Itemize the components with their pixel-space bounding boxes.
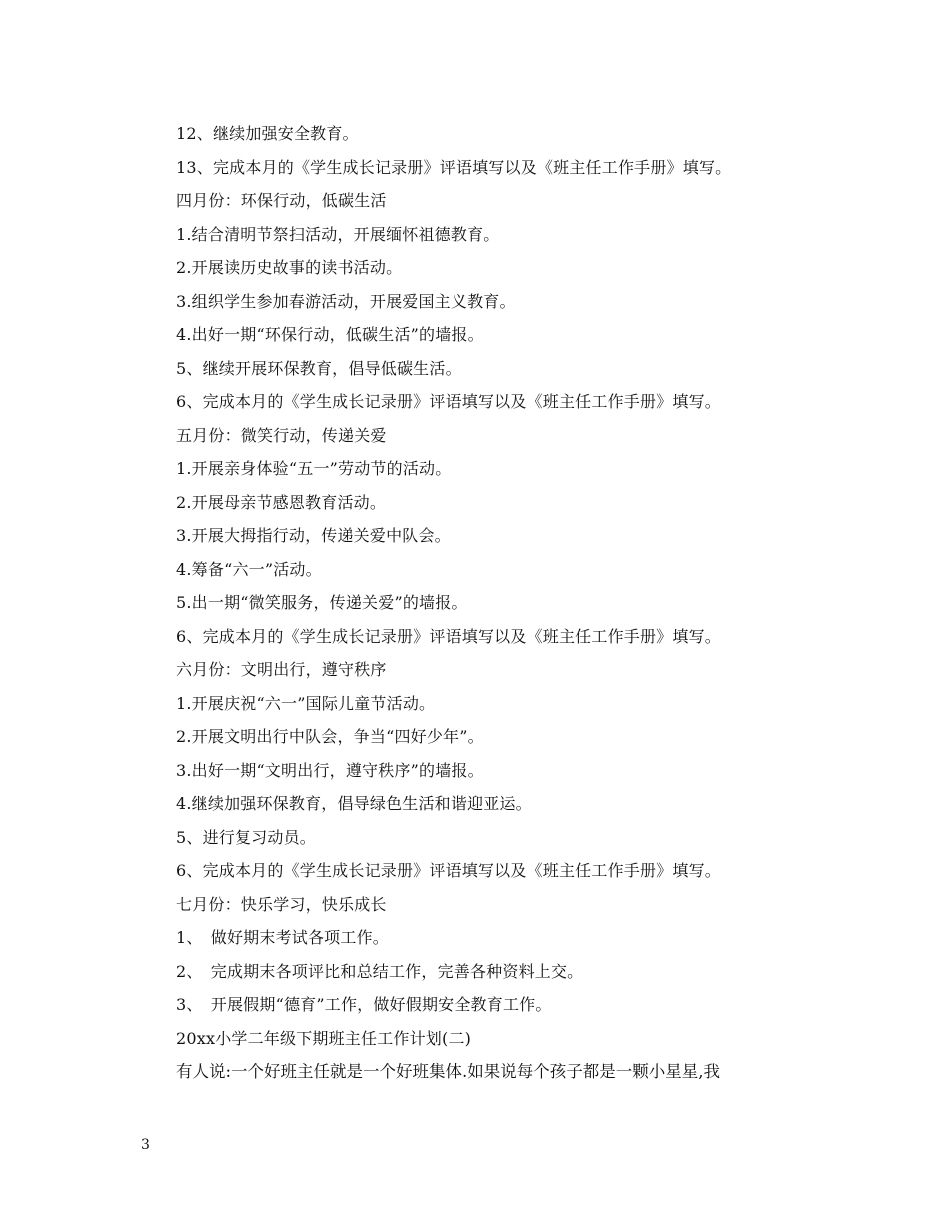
text-line: 2.开展读历史故事的读书活动。 [176, 258, 403, 277]
page-number: 3 [141, 1137, 150, 1153]
text-line: 1.开展庆祝“六一”国际儿童节活动。 [176, 693, 436, 713]
text-line: 有人说:一个好班主任就是一个好班集体.如果说每个孩子都是一颗小星星,我 [176, 1062, 721, 1081]
text-line: 4.筹备“六一”活动。 [176, 559, 322, 579]
text-line: 1.结合清明节祭扫活动，开展缅怀祖德教育。 [176, 224, 500, 244]
text-line: 5、进行复习动员。 [176, 827, 316, 847]
text-line: 2.开展母亲节感恩教育活动。 [176, 492, 387, 512]
text-line: 5.出一期“微笑服务，传递关爱”的墙报。 [176, 593, 468, 612]
text-line: 6、完成本月的《学生成长记录册》评语填写以及《班主任工作手册》填写。 [176, 392, 721, 411]
text-line: 3.组织学生参加春游活动，开展爱国主义教育。 [176, 291, 516, 311]
text-line: 13、完成本月的《学生成长记录册》评语填写以及《班主任工作手册》填写。 [176, 157, 732, 177]
text-line: 3、 开展假期“德育”工作，做好假期安全教育工作。 [176, 995, 552, 1014]
text-line: 4.继续加强环保教育，倡导绿色生活和谐迎亚运。 [176, 794, 532, 813]
text-line: 2、 完成期末各项评比和总结工作，完善各种资料上交。 [176, 961, 584, 981]
text-line: 4.出好一期“环保行动，低碳生活”的墙报。 [176, 325, 484, 344]
section-heading: 六月份：文明出行，遵守秩序 [176, 660, 387, 679]
text-line: 3.开展大拇指行动，传递关爱中队会。 [176, 526, 451, 545]
text-line: 12、继续加强安全教育。 [176, 124, 359, 143]
section-heading: 五月份：微笑行动，传递关爱 [176, 425, 387, 445]
text-line: 6、完成本月的《学生成长记录册》评语填写以及《班主任工作手册》填写。 [176, 626, 721, 646]
document-subtitle: 20xx小学二年级下期班主任工作计划(二) [176, 1028, 472, 1048]
section-heading: 四月份：环保行动，低碳生活 [176, 191, 387, 210]
text-line: 6、完成本月的《学生成长记录册》评语填写以及《班主任工作手册》填写。 [176, 861, 721, 880]
text-line: 1、 做好期末考试各项工作。 [176, 928, 389, 947]
text-line: 1.开展亲身体验“五一”劳动节的活动。 [176, 459, 452, 478]
document-body [176, 117, 826, 1089]
text-line: 3.出好一期“文明出行，遵守秩序”的墙报。 [176, 760, 484, 780]
section-heading: 七月份：快乐学习，快乐成长 [176, 894, 387, 914]
text-line: 2.开展文明出行中队会，争当“四好少年”。 [176, 727, 484, 746]
text-line: 5、继续开展环保教育，倡导低碳生活。 [176, 358, 462, 378]
